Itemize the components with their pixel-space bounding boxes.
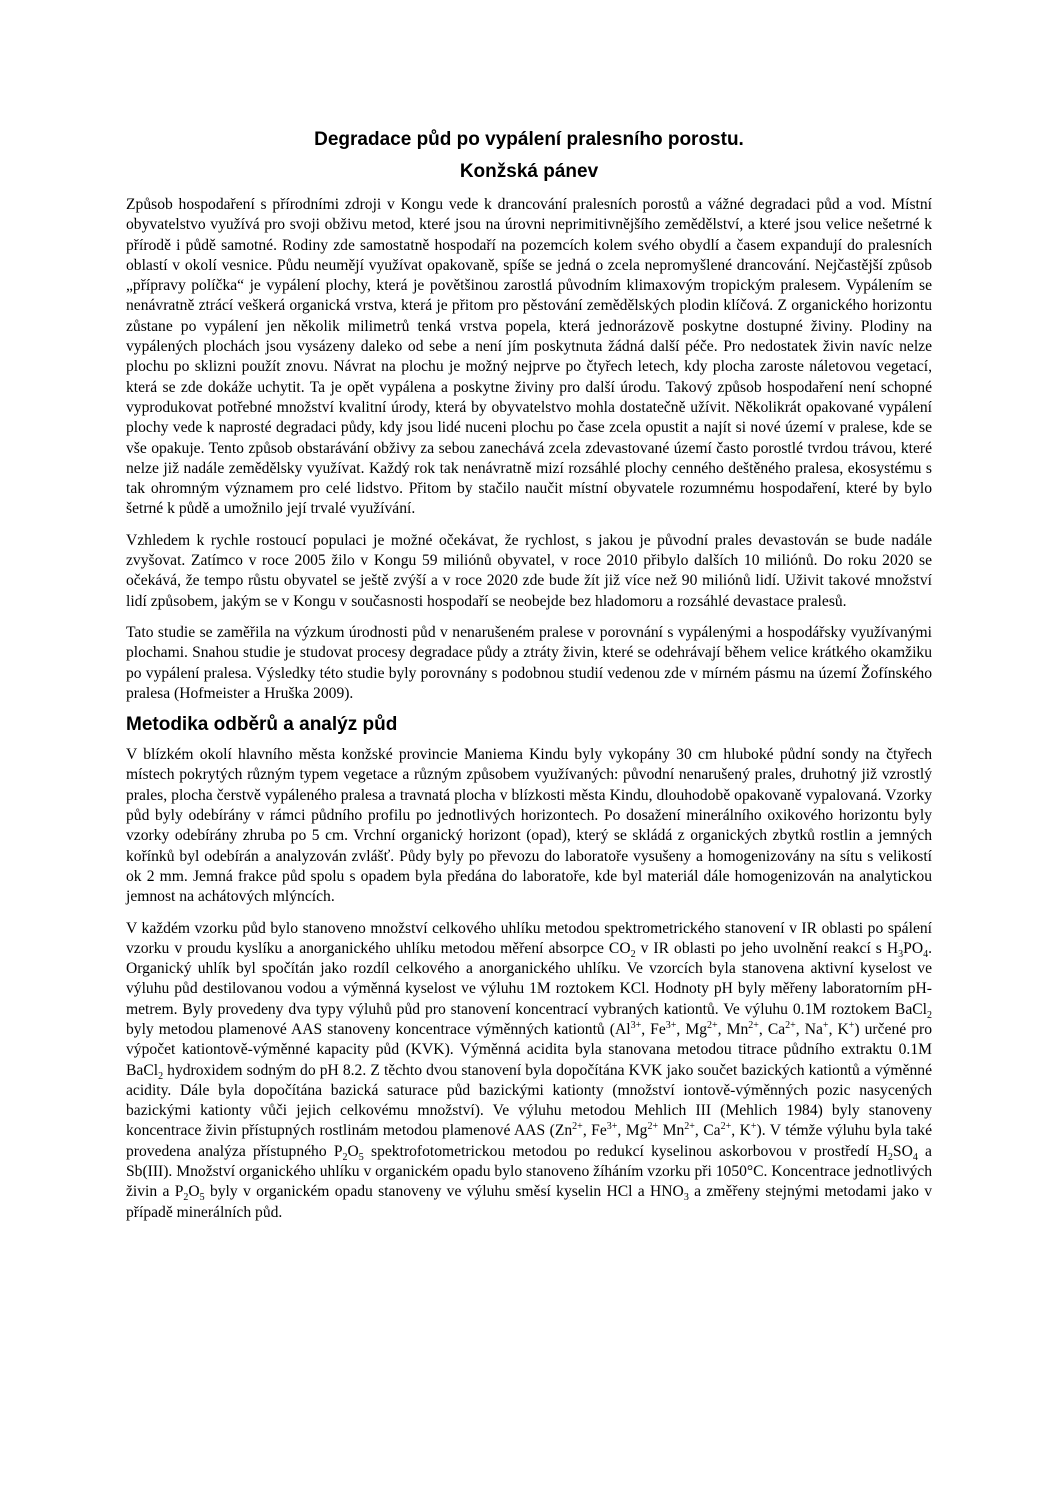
superscript: 2+ bbox=[720, 1121, 732, 1133]
text-run: , K bbox=[731, 1122, 751, 1140]
subscript: 2 bbox=[887, 1151, 893, 1163]
text-run: , Mn bbox=[717, 1020, 749, 1038]
document-title: Degradace půd po vypálení pralesního porostu. bbox=[314, 129, 744, 150]
subscript: 3 bbox=[898, 948, 904, 960]
paragraph-1: Způsob hospodaření s přírodními zdroji v Kongu vede k drancování pralesních porostů a vážné degradaci půd a vod. Místní obyvatelstvo využívá pro svoji obživu metod, které jsou na úrovni neprimitivnějšího zemědělství, a které jsou velice nešetrné k přírodě i půdě samotné. Rodiny zde samostatně hospodaří na pozemcích kolem svého obydlí a časem expandují do pralesních oblastí v okolí vesnice. Půdu neumějí využívat opakovaně, spíše se jedná o zcela nepromyšlené drancování. Nejčastější způsob „přípravy políčka“ je vypálení plochy, která je povětšinou zarostlá původním klimaxovým tropickým pralesem. Vypálením se nenávratně ztrácí veškerá organická vrstva, která je přitom pro pěstování zemědělských plodin klíčová. Z organického horizontu zůstane po vypálení jen několik milimetrů tenká vrstva popela, která jednorázově poskytne dostupné živiny. Plodiny na vypálených plochách jsou vysázeny daleko od sebe a není jím poskytnuta žádná další péče. Pro nedostatek živin navíc nelze plochu po sklizni použít znovu. Návrat na plochu je možný nejprve po čtyřech letech, kdy plocha zaroste náletovou vegetací, která se zde dokáže uchytit. Ta je opět vypálena a poskytne živiny pro další úrodu. Takový způsob hospodaření není schopné vyprodukovat potřebné množství kvalitní úrody, která by obyvatelstvo mohla dostatečně užívit. Několikrát opakované vypálení plochy vede k naprosté degradaci půdy, kdy jsou lidé nuceni plochu po čase zcela opustit a najít si nové území v pralese, kde se vše opakuje. Tento způsob obstarávání obživy za sebou zanechává zcela zdevastované území často porostlé tvrdou trávou, které nelze již nadále zemědělsky využívat. Každý rok tak nenávratně mizí rozsáhlé plochy cenného deštěného pralesa, ekosystému s tak ohromným významem pro celé lidstvo. Přitom by stačilo naučit místní obyvatele rozumnému hospodaření, které by bylo šetrné k půdě a umožnilo její trvalé využívání. bbox=[126, 196, 932, 518]
subscript: 4 bbox=[923, 948, 929, 960]
superscript: + bbox=[848, 1019, 855, 1031]
text-run: , Mg bbox=[617, 1122, 648, 1140]
text-run: , Na bbox=[795, 1020, 823, 1038]
subscript: 5 bbox=[358, 1151, 364, 1163]
text-run: , Fe bbox=[641, 1020, 666, 1038]
text-run: a Sb(III). Množství organického uhlíku v organickém opadu bylo stanoveno žíháním vzorku při 1050°C. Koncentrace jednotlivých živin a P bbox=[126, 1142, 932, 1201]
superscript: + bbox=[750, 1121, 757, 1133]
subscript: 2 bbox=[158, 1070, 164, 1082]
section-heading: Metodika odběrů a analýz půd bbox=[126, 714, 398, 736]
text-run: , Ca bbox=[758, 1020, 786, 1038]
subscript: 2 bbox=[342, 1151, 348, 1163]
subscript: 4 bbox=[912, 1151, 918, 1163]
paragraph-2: Vzhledem k rychle rostoucí populaci je možné očekávat, že rychlost, s jakou je původní prales devastován se bude nadále zvyšovat. Zatímco v roce 2005 žilo v Kongu 59 miliónů obyvatel, v roce 2010 přibylo dalších 10 miliónů. Do roku 2020 se očekává, že tempo růstu obyvatel se ještě zvýší a v roce 2020 zde bude žít již více než 90 miliónů lidí. Uživit takové množství lidí způsobem, jakým se v Kongu v současnosti hospodaří se neobejde bez hladomoru a rozsáhlé devastace pralesů. bbox=[126, 531, 932, 610]
document-subtitle: Konžská pánev bbox=[459, 161, 599, 182]
text-run: O bbox=[188, 1183, 200, 1201]
paragraph-3: Tato studie se zaměřila na výzkum úrodnosti půd v nenarušeném pralese v porovnání s vypálenými a hospodářsky využívanými plochami. Snahou studie je studovat procesy degradace půdy a ztráty živin, které se odehrávají během velice krátkého okamžiku po vypálení pralesa. Výsledky této studie byly porovnány s podobnou studií vedenou zde v mírném pásmu na území Žofínského pralesa (Hofmeister a Hruška 2009). bbox=[126, 623, 932, 702]
text-run: v IR oblasti po jeho uvolnění reakcí s H bbox=[635, 939, 899, 957]
text-run: ). V témže výluhu byla také provedena analýza přístupného P bbox=[126, 1122, 933, 1160]
text-run: V každém vzorku půd bylo stanoveno množství celkového uhlíku metodou spektrometrického stanovení v IR oblasti po spálení vzorku v proudu kyslíku a anorganického uhlíku metodou měření absorpce CO bbox=[126, 919, 932, 957]
text-run: a změřeny stejnými metodami jako v případě minerálních půd. bbox=[126, 1183, 932, 1221]
text-run: PO bbox=[903, 939, 924, 957]
superscript: 3+ bbox=[630, 1019, 642, 1031]
text-run: , Ca bbox=[694, 1122, 721, 1140]
superscript: 3+ bbox=[665, 1019, 677, 1031]
methods-paragraph-1: V blízkém okolí hlavního města konžské provincie Maniema Kindu byly vykopány 30 cm hluboké půdní sondy na čtyřech místech pokrytých různým typem vegetace a různým způsobem využívaných: původní nenarušený prales, druhotný již vzrostlý prales, plocha čerstvě vypáleného pralesa a travnatá plocha v blízkosti města Kindu, dlouhodobě opakovaně vypalovaná. Vzorky půd byly odebírány v rámci půdního profilu po jednotlivých horizontech. Po dosažení minerálního oxikového horizontu byly vzorky odebírány zhruba po 5 cm. Vrchní organický horizont (opad), který se skládá z organických zbytků rostlin a jemných kořínků byl odebírán a analyzován zvlášť. Půdy byly po převozu do laboratoře vysušeny a homogenizovány na sítu s velikostí ok 2 mm. Jemná frakce půd spolu s opadem byla předána do laboratoře, kde byl materiál dále homogenizován na analytickou jemnost na achátových mlýncích. bbox=[126, 746, 932, 906]
text-run: . Organický uhlík byl spočítán jako rozdíl celkového a anorganického uhlíku. Ve vzorcích byla stanovena aktivní kyselost ve výluhu půd destilovanou vodou a výměnná kyselost ve výluhu 1M roztokem KCl. Hodnoty pH byly měřeny laboratorním pH-metrem. Byly provedeny dva typy výluhů půd pro stanovení koncentrací vybraných kationtů. Ve výluhu 0.1M roztokem BaCl bbox=[126, 939, 932, 1018]
superscript: 2+ bbox=[684, 1121, 695, 1133]
text-run: , Mg bbox=[676, 1020, 707, 1038]
text-run: O bbox=[347, 1142, 359, 1160]
subscript: 5 bbox=[199, 1192, 205, 1204]
superscript: 2+ bbox=[748, 1019, 759, 1031]
superscript: 2+ bbox=[647, 1121, 659, 1133]
subscript: 2 bbox=[183, 1192, 189, 1204]
superscript: 2+ bbox=[572, 1121, 583, 1133]
superscript: 2+ bbox=[707, 1019, 718, 1031]
text-run: spektrofotometrickou metodou po redukcí kyselinou askorbovou v prostředí H bbox=[363, 1142, 888, 1160]
superscript: 2+ bbox=[785, 1019, 796, 1031]
superscript: + bbox=[822, 1019, 829, 1031]
methods-paragraph-2 bbox=[126, 919, 932, 1223]
text-run: byly metodou plamenové AAS stanoveny koncentrace výměnných kationtů (Al bbox=[126, 1020, 631, 1038]
text-run: byly v organickém opadu stanoveny ve výluhu směsí kyselin HCl a HNO bbox=[204, 1183, 684, 1201]
text-run: ) určené pro výpočet kationtově-výměnné kapacity půd (KVK). Výměnná acidita byla stanovana metodou titrace půdního extraktu 0.1M BaCl bbox=[126, 1020, 933, 1079]
subscript: 2 bbox=[927, 1009, 932, 1021]
subscript: 3 bbox=[683, 1192, 689, 1204]
text-run: Mn bbox=[658, 1122, 685, 1140]
text-run: SO bbox=[892, 1142, 913, 1160]
text-run: , Fe bbox=[582, 1122, 607, 1140]
superscript: 3+ bbox=[606, 1121, 618, 1133]
text-run: hydroxidem sodným do pH 8.2. Z těchto dvou stanovení byla dopočítána KVK jako součet bazických kationtů a výměnné acidity. Dále byla dopočítána bazická saturace půd bazickými kationty (množství iontově-výměnných pozic nasycených bazickými kationty vůči jejich celkovému množství). Ve výluhu metodou Mehlich III (Mehlich 1984) byly stanoveny koncentrace živin přístupných rostlinám metodou plamenové AAS (Zn bbox=[126, 1061, 932, 1140]
subscript: 2 bbox=[630, 948, 636, 960]
text-run: , K bbox=[828, 1020, 849, 1038]
